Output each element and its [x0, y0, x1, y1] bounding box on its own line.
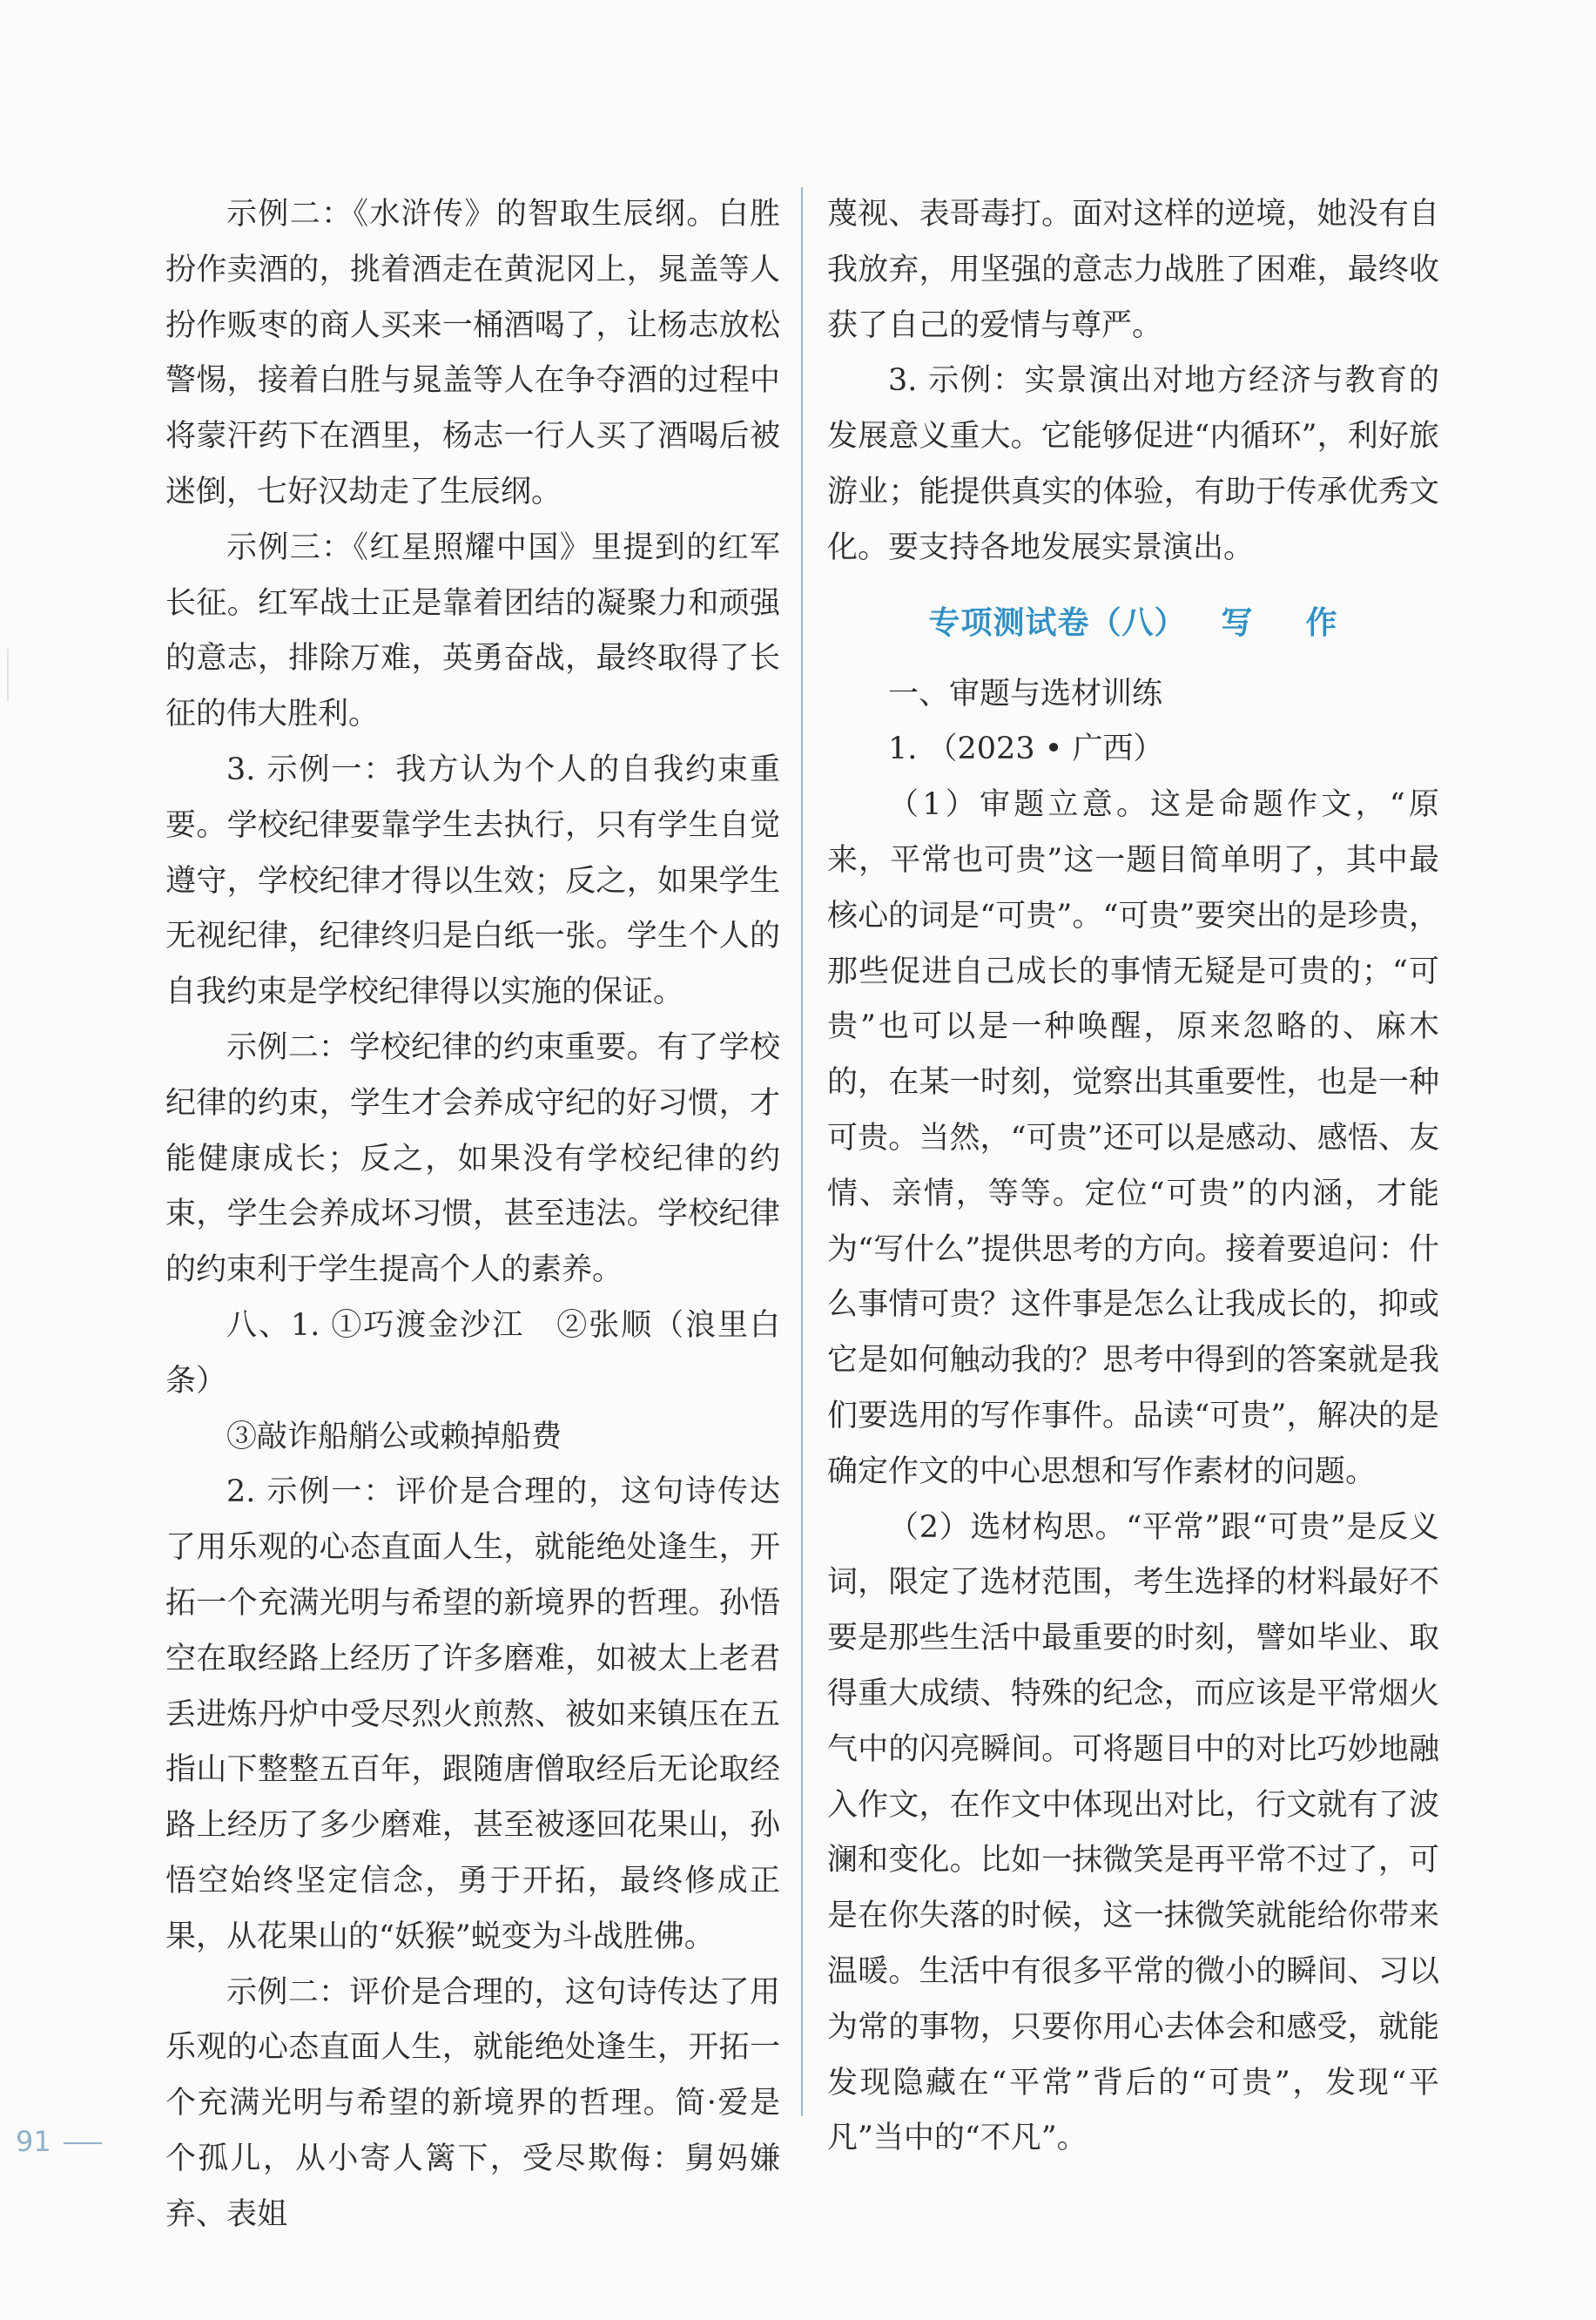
section-title-main: 专项测试卷（八）: [928, 604, 1187, 641]
paragraph: 3. 示例一：我方认为个人的自我约束重要。学校纪律要靠学生去执行，只有学生自觉遵守，学校纪律才得以生效；反之，如果学生无视纪律，纪律终归是白纸一张。学生个人的自我约束是学校纪律得以实施的保证。: [165, 752, 780, 1010]
left-column: [165, 187, 780, 2242]
paragraph: ③敲诈船艄公或赖掉船费: [226, 1419, 562, 1454]
section-title-part2: 作: [1305, 604, 1338, 641]
paragraph: 八、1. ①巧渡金沙江 ②张顺（浪里白条）: [165, 1307, 780, 1399]
margin-mark: [7, 649, 9, 701]
paragraph: 示例二：评价是合理的，这句诗传达了用乐观的心态直面人生，就能绝处逢生，开拓一个充满光明与希望的新境界的哲理。简·爱是个孤儿，从小寄人篱下，受尽欺侮：舅妈嫌弃、表姐: [165, 1974, 780, 2232]
paragraph: 示例二：《水浒传》的智取生辰纲。白胜扮作卖酒的，挑着酒走在黄泥冈上，晁盖等人扮作贩枣的商人买来一桶酒喝了，让杨志放松警惕，接着白胜与晁盖等人在争夺酒的过程中将蒙汗药下在酒里，杨志一行人买了酒喝后被迷倒，七好汉劫走了生辰纲。: [165, 197, 780, 509]
paragraph: 3. 示例：实景演出对地方经济与教育的发展意义重大。它能够促进“内循环”，利好旅游业；能提供真实的体验，有助于传承优秀文化。要支持各地发展实景演出。: [827, 363, 1439, 565]
column-divider: [801, 187, 803, 2116]
section-title: [827, 596, 1439, 651]
question-number: 1. （2023 • 广西）: [888, 732, 1164, 767]
paragraph: 示例三：《红星照耀中国》里提到的红军长征。红军战士正是靠着团结的凝聚力和顽强的意志，排除万难，英勇奋战，最终取得了长征的伟大胜利。: [165, 529, 780, 732]
right-column: [827, 187, 1439, 2167]
paragraph: 蔑视、表哥毒打。面对这样的逆境，她没有自我放弃，用坚强的意志力战胜了困难，最终收获了自己的爱情与尊严。: [827, 197, 1439, 343]
subheading: 一、审题与选材训练: [888, 676, 1163, 712]
footer-rule: [64, 2142, 102, 2144]
paragraph: （1）审题立意。这是命题作文，“原来，平常也可贵”这一题目简单明了，其中最核心的词是“可贵”。“可贵”要突出的是珍贵，那些促进自己成长的事情无疑是可贵的；“可贵”也可以是一种唤醒，原来忽略的、麻木的，在某一时刻，觉察出其重要性，也是一种可贵。当然，“可贵”还可以是感动、感悟、友情、亲情，等等。定位“可贵”的内涵，才能为“写什么”提供思考的方向。接着要追问：什么事情可贵？这件事是怎么让我成长的，抑或它是如何触动我的？思考中得到的答案就是我们要选用的写作事件。品读“可贵”，解决的是确定作文的中心思想和写作素材的问题。: [827, 787, 1439, 1489]
paragraph: （2）选材构思。“平常”跟“可贵”是反义词，限定了选材范围，考生选择的材料最好不要是那些生活中最重要的时刻，譬如毕业、取得重大成绩、特殊的纪念，而应该是平常烟火气中的闪亮瞬间。可将题目中的对比巧妙地融入作文，在作文中体现出对比，行文就有了波澜和变化。比如一抹微笑是再平常不过了，可是在你失落的时候，这一抹微笑就能给你带来温暖。生活中有很多平常的微小的瞬间、习以为常的事物，只要你用心去体会和感受，就能发现隐藏在“平常”背后的“可贵”，发现“平凡”当中的“不凡”。: [827, 1509, 1439, 2156]
page-number: 91: [16, 2125, 51, 2158]
page-footer: [16, 2125, 102, 2158]
paragraph: 示例二：学校纪律的约束重要。有了学校纪律的约束，学生才会养成守纪的好习惯，才能健康成长；反之，如果没有学校纪律的约束，学生会养成坏习惯，甚至违法。学校纪律的约束利于学生提高个人的素养。: [165, 1029, 780, 1288]
section-title-part1: 写: [1221, 604, 1254, 641]
paragraph: 2. 示例一：评价是合理的，这句诗传达了用乐观的心态直面人生，就能绝处逢生，开拓一个充满光明与希望的新境界的哲理。孙悟空在取经路上经历了许多磨难，如被太上老君丢进炼丹炉中受尽烈火煎熬、被如来镇压在五指山下整整五百年，跟随唐僧取经后无论取经路上经历了多少磨难，甚至被逐回花果山，孙悟空始终坚定信念，勇于开拓，最终修成正果，从花果山的“妖猴”蜕变为斗战胜佛。: [165, 1474, 780, 1954]
